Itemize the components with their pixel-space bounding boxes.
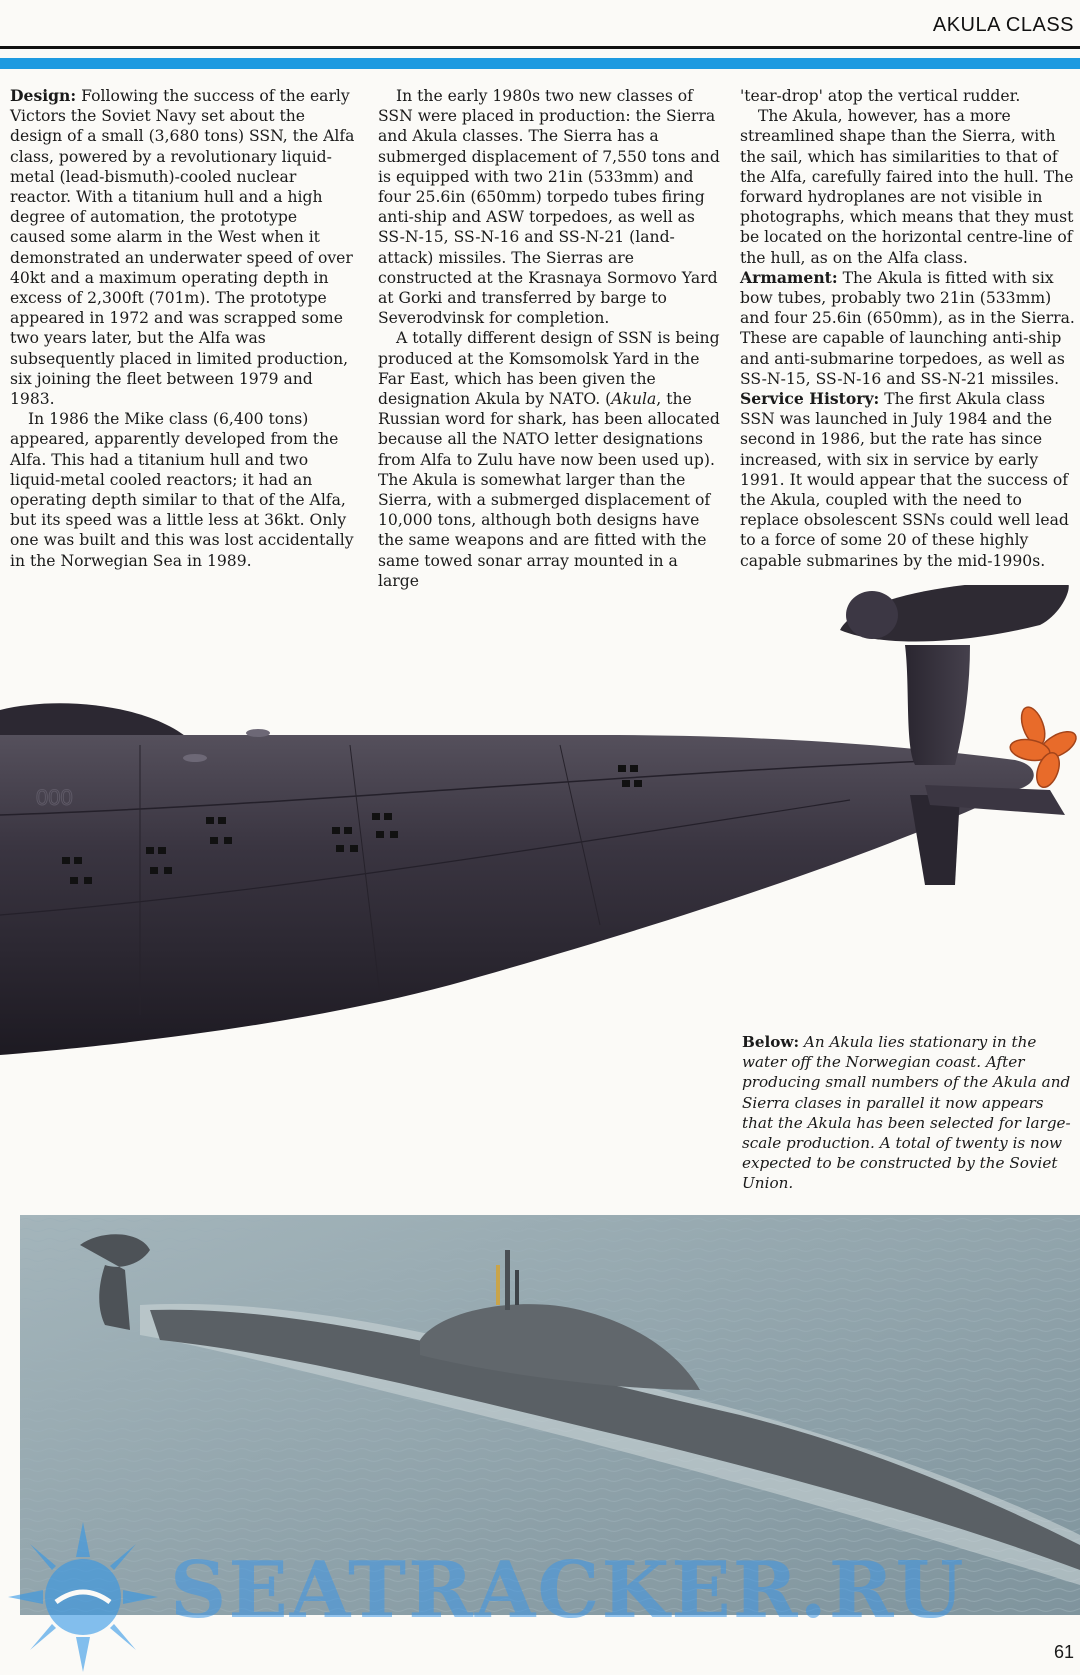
subhead-service-history: Service History: [740, 389, 880, 409]
caption-label: Below: [742, 1033, 800, 1051]
subhead-design: Design: [10, 86, 77, 105]
paragraph-streamlined: The Akula, however, has a more streamlined shape than the Sierra, with the sail, which has similarities to that of the Alfa, carefully faired into the hull. The forward hydroplanes are not visible in photographs, which means that they must be located on the horizontal centre-line of the hull, as on the Alfa class. [740, 107, 1074, 267]
paragraph-service-history [740, 389, 1076, 571]
accent-bar [0, 58, 1080, 69]
paragraph-text: The first Akula class SSN was launched in July 1984 and the second in 1986, but the rate has since increased, with six in service by early 1991. It would appear that the success of the Akula, coupled with the need to replace obsolescent SSNs could well lead to a force of some 20 of these highly capable submarines by the mid-1990s. [740, 390, 1069, 570]
text-column-2 [378, 86, 723, 591]
paragraph-teardrop: 'tear-drop' atop the vertical rudder. [740, 87, 1021, 105]
paragraph-mike: In 1986 the Mike class (6,400 tons) appeared, apparently developed from the Alfa. This had a titanium hull and two liquid-metal cooled reactors; it had an operating depth similar to that of the Alfa, but its speed was a little less at 36kt. Only one was built and this was lost accidentally in the Norwegian Sea in 1989. [10, 410, 354, 570]
subhead-armament: Armament: [740, 267, 838, 287]
section-title: AKULA CLASS [932, 14, 1074, 36]
paragraph-text: The Akula is fitted with six bow tubes, probably two 21in (533mm) and four 25.6in (650mm), as in the Sierra. These are capable of launching anti-ship and anti-submarine torpedoes, as well as SS-N-15, SS-N-16 and SS-N-21 missiles. [740, 268, 1075, 388]
header-rule [0, 46, 1080, 49]
paragraph-text: , the Russian word for shark, has been allocated because all the NATO letter designations from Alfa to Zulu have now been used up). The Akula is somewhat larger than the Sierra, with a submerged displacement of 10,000 tons, although both designs have the same weapons and are fitted with the same towed sonar array mounted in a large [378, 390, 720, 590]
paragraph-armament [740, 268, 1076, 389]
sunburst-logo-icon [8, 1522, 158, 1672]
italic-term: Akula [611, 390, 657, 409]
text-column-1 [10, 86, 355, 571]
paragraph-akula-intro [378, 328, 723, 591]
hull-marking-text: 000 [36, 785, 73, 810]
page-number: 61 [1053, 1642, 1074, 1662]
watermark-text: SEATRACKER.RU [170, 1545, 966, 1636]
paragraph-text: A totally different design of SSN is being produced at the Komsomolsk Yard in the Far East, which has been given the designation Akula by NATO. ( [378, 329, 720, 409]
paragraph-design [10, 86, 355, 409]
text-column-3 [740, 86, 1076, 571]
caption-text: An Akula lies stationary in the water off the Norwegian coast. After producing small numbers of the Akula and Sierra clases in parallel it now appears that the Akula has been selected for large-scale production. A total of twenty is now expected to be constructed by the Soviet Union. [742, 1033, 1071, 1193]
paragraph-text: Following the success of the early Victors the Soviet Navy set about the design of a small (3,680 tons) SSN, the Alfa class, powered by a revolutionary liquid-metal (lead-bismuth)-cooled nuclear reactor. With a titanium hull and a high degree of automation, the prototype caused some alarm in the West when it demonstrated an underwater speed of over 40kt and a maximum operating depth in excess of 2,300ft (701m). The prototype appeared in 1972 and was scrapped some two years later, but the Alfa was subsequently placed in limited production, six joining the fleet between 1979 and 1983. [10, 87, 355, 409]
paragraph-sierra: In the early 1980s two new classes of SSN were placed in production: the Sierra and Akula classes. The Sierra has a submerged displacement of 7,550 tons and is equipped with two 21in (533mm) and four 25.6in (650mm) torpedo tubes firing anti-ship and ASW torpedoes, as well as SS-N-15, SS-N-16 and SS-N-21 (land-attack) missiles. The Sierras are constructed at the Krasnaya Sormovo Yard at Gorki and transferred by barge to Severodvinsk for completion. [378, 87, 720, 328]
photo-caption [742, 1032, 1072, 1194]
